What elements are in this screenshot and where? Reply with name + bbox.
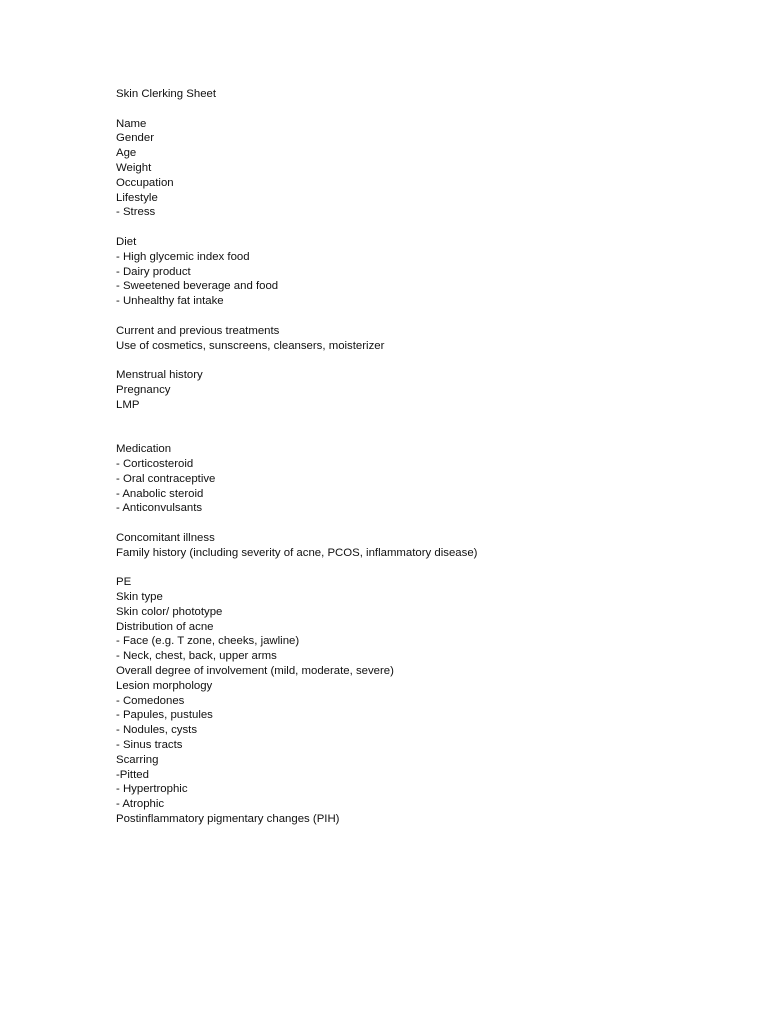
pe-line: Scarring <box>116 753 159 766</box>
menstrual-line: Menstrual history <box>116 369 203 382</box>
patient-info-line: Weight <box>116 161 152 174</box>
pe-line: - Nodules, cysts <box>116 724 198 737</box>
spacer <box>116 102 716 117</box>
spacer <box>116 353 716 368</box>
medication-line: - Anabolic steroid <box>116 487 204 500</box>
pe-line: - Hypertrophic <box>116 783 188 796</box>
patient-info-line: Name <box>116 117 147 130</box>
pe-line: - Papules, pustules <box>116 709 213 722</box>
history-section <box>116 531 716 561</box>
pe-line: Skin type <box>116 591 163 604</box>
spacer <box>116 309 716 324</box>
patient-info-line: Gender <box>116 132 154 145</box>
patient-info-line: Lifestyle <box>116 191 158 204</box>
patient-info-line: Occupation <box>116 176 174 189</box>
menstrual-line: Pregnancy <box>116 383 171 396</box>
pe-line: - Face (e.g. T zone, cheeks, jawline) <box>116 635 300 648</box>
pe-line: Distribution of acne <box>116 620 214 633</box>
pe-line: - Atrophic <box>116 798 165 811</box>
diet-line: - Sweetened beverage and food <box>116 280 279 293</box>
pe-line: Overall degree of involvement (mild, moderate, severe) <box>116 665 394 678</box>
pe-line: -Pitted <box>116 768 149 781</box>
spacer <box>116 516 716 531</box>
menstrual-section <box>116 368 716 412</box>
document-content <box>116 87 716 827</box>
patient-info-line: - Stress <box>116 206 156 219</box>
pe-line: Postinflammatory pigmentary changes (PIH) <box>116 813 340 826</box>
pe-section <box>116 575 716 827</box>
pe-line: Lesion morphology <box>116 679 213 692</box>
document-title: Skin Clerking Sheet <box>116 88 217 100</box>
patient-info-line: Age <box>116 147 137 160</box>
medication-line: Medication <box>116 443 172 456</box>
diet-line: - Unhealthy fat intake <box>116 295 224 308</box>
history-line: Family history (including severity of acne, PCOS, inflammatory disease) <box>116 546 478 559</box>
pe-line: - Sinus tracts <box>116 739 183 752</box>
pe-line: - Neck, chest, back, upper arms <box>116 650 277 663</box>
history-line: Concomitant illness <box>116 531 215 544</box>
diet-section <box>116 235 716 309</box>
pe-line: Skin color/ phototype <box>116 605 223 618</box>
treatments-section <box>116 324 716 354</box>
spacer <box>116 413 716 443</box>
pe-line: PE <box>116 576 132 589</box>
treatments-line: Use of cosmetics, sunscreens, cleansers, moisterizer <box>116 339 385 352</box>
medication-line: - Anticonvulsants <box>116 502 203 515</box>
menstrual-line: LMP <box>116 398 140 411</box>
diet-line: - Dairy product <box>116 265 191 278</box>
medication-section <box>116 442 716 516</box>
diet-line: - High glycemic index food <box>116 250 250 263</box>
treatments-line: Current and previous treatments <box>116 324 280 337</box>
spacer <box>116 220 716 235</box>
spacer <box>116 561 716 576</box>
pe-line: - Comedones <box>116 694 185 707</box>
patient-info-section <box>116 117 716 221</box>
medication-line: - Oral contraceptive <box>116 472 216 485</box>
diet-line: Diet <box>116 235 137 248</box>
medication-line: - Corticosteroid <box>116 457 194 470</box>
